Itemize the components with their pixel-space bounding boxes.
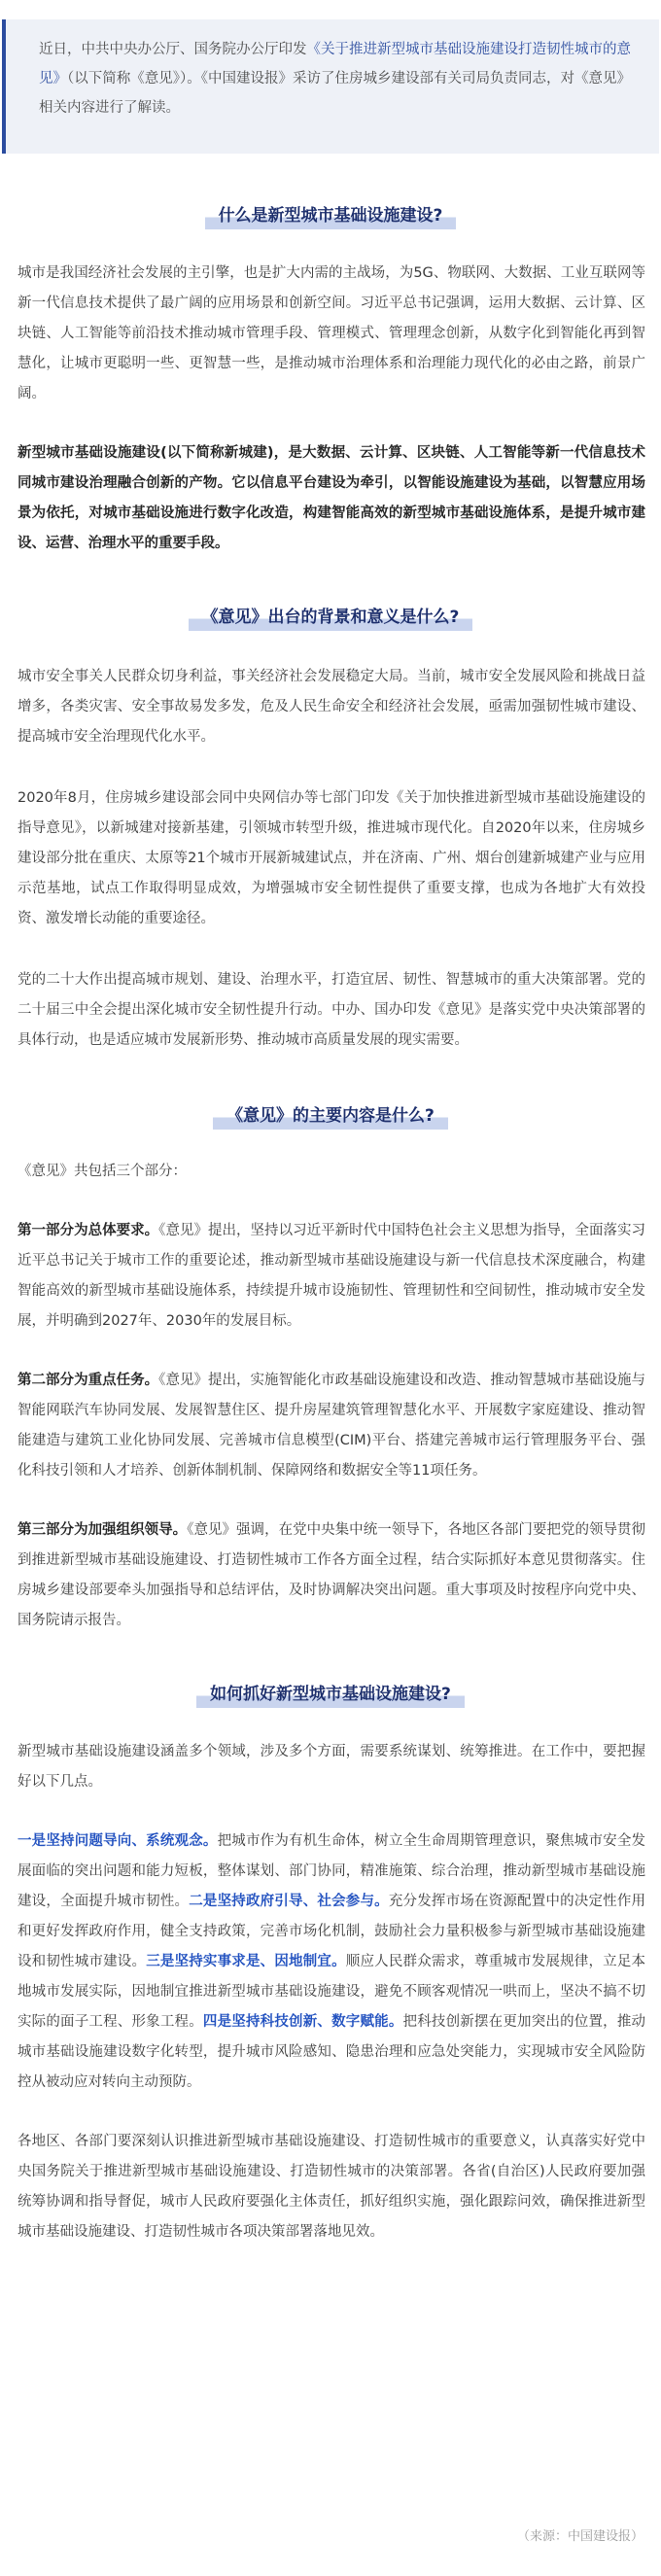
s3-part-3-label: 第三部分为加强组织领导。 [17,1522,188,1538]
intro-doc-title: 《关于推进新型城市基础设施建设打造韧性城市的意见》 [39,42,631,87]
s1-paragraph-2: 新型城市基础设施建设(以下简称新城建)，是大数据、云计算、区块链、人工智能等新一代信息技术同城市建设治理融合创新的产物。它以信息平台建设为牵引，以智能设施建设为基础，以智慧应用场景为依托，对城市基础设施进行数字化改造，构建智能高效的新型城市基础设施体系，是提升城市建设、运营、治理水平的重要手段。 [17,445,645,551]
section-title-how-to: 如何抓好新型城市基础设施建设? [0,1681,661,1708]
intro-prefix: 近日，中共中央办公厅、国务院办公厅印发 [39,42,307,57]
s4-point-1-label: 一是坚持问题导向、系统观念。 [17,1833,218,1849]
s2-paragraph-3: 党的二十大作出提高城市规划、建设、治理水平，打造宜居、韧性、智慧城市的重大决策部署。党的二十届三中全会提出深化城市安全韧性提升行动。中办、国办印发《意见》是落实党中央决策部署的具体行动，也是适应城市发展新形势、推动城市高质量发展的现实需要。 [17,972,645,1048]
s4-paragraph-2: 各地区、各部门要深刻认识推进新型城市基础设施建设、打造韧性城市的重要意义，认真落实好党中央国务院关于推进新型城市基础设施建设、打造韧性城市的决策部署。各省(自治区)人民政府要加强统筹协调和指导督促，城市人民政府要强化主体责任，抓好组织实施，强化跟踪问效，确保推进新型城市基础设施建设、打造韧性城市各项决策部署落地见效。 [17,2134,645,2240]
intro-box [2,19,659,154]
s2-paragraph-1: 城市安全事关人民群众切身利益，事关经济社会发展稳定大局。当前，城市安全发展风险和挑战日益增多，各类灾害、安全事故易发多发，危及人民生命安全和经济社会发展，亟需加强韧性城市建设、提高城市安全治理现代化水平。 [17,669,645,745]
s4-paragraph-1: 新型城市基础设施建设涵盖多个领域，涉及多个方面，需要系统谋划、统筹推进。在工作中，要把握好以下几点。 [17,1744,645,1790]
section-title-background: 《意见》出台的背景和意义是什么? [0,604,661,631]
intro-suffix: 采访了住房城乡建设部有关司局负责同志，对《意见》相关内容进行了解读。 [39,71,631,116]
section-title-contents: 《意见》的主要内容是什么? [0,1102,661,1130]
s1-paragraph-1: 城市是我国经济社会发展的主引擎，也是扩大内需的主战场，为5G、物联网、大数据、工业互联网等新一代信息技术提供了最广阔的应用场景和创新空间。习近平总书记强调，运用大数据、云计算、区块链、人工智能等前沿技术推动城市管理手段、管理模式、管理理念创新，从数字化到智能化再到智慧化，让城市更聪明一些、更智慧一些，是推动城市治理体系和治理能力现代化的必由之路，前景广阔。 [17,265,645,401]
s4-points: 一是坚持问题导向、系统观念。把城市作为有机生命体，树立全生命周期管理意识，聚焦城市安全发展面临的突出问题和能力短板，整体谋划、部门协同，精准施策、综合治理，推动新型城市基础设施建设，全面提升城市韧性。二是坚持政府引导、社会参与。充分发挥市场在资源配置中的决定性作用和更好发挥政府作用，健全支持政策，完善市场化机制，鼓励社会力量积极参与新型城市基础设施建设和韧性城市建设。三是坚持实事求是、因地制宜。顺应人民群众需求，尊重城市发展规律，立足本地城市发展实际，因地制宜推进新型城市基础设施建设，避免不顾客观情况一哄而上，坚决不搞不切实际的面子工程、形象工程。四是坚持科技创新、数字赋能。把科技创新摆在更加突出的位置，推动城市基础设施建设数字化转型，提升城市风险感知、隐患治理和应急处突能力，实现城市安全风险防控从被动应对转向主动预防。 [17,1833,646,2090]
s3-part-2-label: 第二部分为重点任务。 [17,1373,159,1388]
s4-point-4-label: 四是坚持科技创新、数字赋能。 [202,2014,403,2030]
s3-part-1-label: 第一部分为总体要求。 [17,1223,159,1238]
s4-point-2-label: 二是坚持政府引导、社会参与。 [189,1894,389,1909]
s4-point-3-label: 三是坚持实事求是、因地制宜。 [146,1954,346,1969]
source-credit: （来源：中国建设报） [516,2529,644,2544]
s2-paragraph-2: 2020年8月，住房城乡建设部会同中央网信办等七部门印发《关于加快推进新型城市基础设施建设的指导意见》，以新城建对接新基建，引领城市转型升级，推进城市现代化。自2020年以来，住房城乡建设部分批在重庆、太原等21个城市开展新城建试点，并在济南、广州、烟台创建新城建产业与应用示范基地，试点工作取得明显成效，为增强城市安全韧性提供了重要支撑，也成为各地扩大有效投资、激发增长动能的重要途径。 [17,790,645,926]
intro-mid: （以下简称《意见》）。 [67,71,201,87]
s3-intro: 《意见》共包括三个部分： [17,1164,187,1179]
s3-part-3: 第三部分为加强组织领导。《意见》强调，在党中央集中统一领导下，各地区各部门要把党的领导贯彻到推进新型城市基础设施建设、打造韧性城市工作各方面全过程，结合实际抓好本意见贯彻落实。住房城乡建设部要牵头加强指导和总结评估，及时协调解决突出问题。重大事项及时按程序向党中央、国务院请示报告。 [17,1522,646,1628]
s3-part-2: 第二部分为重点任务。《意见》提出，实施智能化市政基础设施建设和改造、推动智慧城市基础设施与智能网联汽车协同发展、发展智慧住区、提升房屋建筑管理智慧化水平、开展数字家庭建设、推动智能建造与建筑工业化协同发展、完善城市信息模型(CIM)平台、搭建完善城市运行管理服务平台、强化科技引领和人才培养、创新体制机制、保障网络和数据安全等11项任务。 [17,1373,645,1479]
intro-paper: 《中国建设报》 [200,71,293,87]
section-title-what-is: 什么是新型城市基础设施建设? [0,202,661,229]
s3-part-1: 第一部分为总体要求。《意见》提出，坚持以习近平新时代中国特色社会主义思想为指导，全面落实习近平总书记关于城市工作的重要论述，推动新型城市基础设施建设与新一代信息技术深度融合，构建智能高效的新型城市基础设施体系，持续提升城市设施韧性、管理韧性和空间韧性，推动城市安全发展，并明确到2027年、2030年的发展目标。 [17,1223,645,1329]
